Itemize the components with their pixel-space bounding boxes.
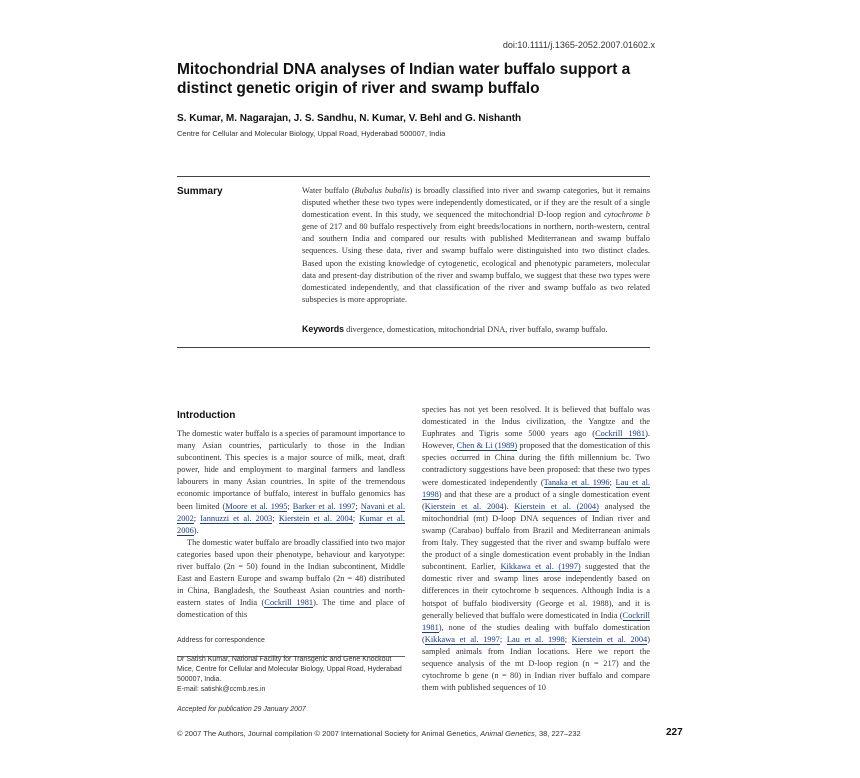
correspondence-text bbox=[177, 655, 405, 695]
ref-link[interactable]: Kumar et al. 2006 bbox=[177, 513, 406, 535]
ref-link[interactable]: Chen & Li (1989) bbox=[456, 441, 518, 451]
summary-text: Water buffalo (Bubalus bubalis) is broadly classified into river and swamp categories, but it remains disputed whether these two types were independently domesticated, or if they are the result of a single domestication event. In this study, we sequenced the mitochondrial D-loop region and cytochrome b gene of 217 and 80 buffalo respectively from eight breeds/locations in northern, north-western, central and southern India and compared our results with published Mediterranean and swamp buffalo sequences. Using these data, river and swamp buffalo were distinguished into two distinct clades. Based upon the existing knowledge of cytogenetic, ecological and phenotypic parameters, molecular data and present-day distribution of the river and swamp buffalo, we suggest that these two types were domesticated independently, and that classification of the river and swamp buffalo as two related subspecies is more appropriate. bbox=[302, 186, 650, 304]
ref-link[interactable]: Iannuzzi et al. 2003 bbox=[200, 513, 273, 523]
ref-link[interactable]: Kierstein et al. (2004) bbox=[514, 501, 599, 511]
keywords: Keywords divergence, domestication, mitochondrial DNA, river buffalo, swamp buffalo. bbox=[302, 324, 608, 334]
ref-link[interactable]: Lau et al. 1998 bbox=[506, 634, 565, 644]
ref-link[interactable]: Kierstein et al. 2004 bbox=[278, 513, 353, 523]
page-number: 227 bbox=[666, 727, 683, 738]
ref-link[interactable]: Kierstein et al. 2004 bbox=[571, 634, 648, 644]
ref-link[interactable]: Barker et al. 1997 bbox=[292, 501, 356, 511]
authors: S. Kumar, M. Nagarajan, J. S. Sandhu, N. Kumar, V. Behl and G. Nishanth bbox=[177, 113, 522, 124]
article-title: Mitochondrial DNA analyses of Indian water buffalo support a distinct genetic origin of river and swamp buffalo bbox=[177, 61, 631, 97]
ref-link[interactable]: Moore et al. 1995 bbox=[225, 501, 288, 511]
introduction-heading: Introduction bbox=[177, 410, 236, 421]
intro-column-left bbox=[177, 428, 405, 622]
correspondence-address: Dr Satish Kumar, National Facility for Transgenic and Gene Knockout Mice, Centre for Cellular and Molecular Biology, Uppal Road, Hyderabad 500007, India. bbox=[177, 656, 402, 683]
intro-paragraph-2: The domestic water buffalo are broadly classified into two major categories based upon their phenotype, behaviour and karyotype: river buffalo (2n = 50) found in the Indian subcontinent, Middle East and Eastern Europe and swamp buffalo (2n = 48) distributed in China, Bangladesh, the Southeast Asian countries and north-eastern states of India (Cockrill 1981). The time and place of domestication of this bbox=[177, 537, 406, 620]
ref-link[interactable]: Kikkawa et al. (1997) bbox=[500, 562, 581, 572]
keywords-label: Keywords bbox=[302, 324, 345, 334]
summary-bottom-rule bbox=[177, 347, 650, 348]
accepted-date: Accepted for publication 29 January 2007 bbox=[177, 706, 306, 713]
ref-link[interactable]: Lau et al. 1998 bbox=[422, 477, 650, 499]
ref-link[interactable]: Kikkawa et al. 1997 bbox=[424, 634, 500, 644]
ref-link[interactable]: Cockrill 1981 bbox=[422, 610, 650, 632]
correspondence-email: E-mail: satishk@ccmb.res.in bbox=[177, 686, 266, 693]
summary-top-rule bbox=[177, 176, 650, 177]
doi: doi:10.1111/j.1365-2052.2007.01602.x bbox=[502, 40, 655, 50]
ref-link[interactable]: Tanaka et al. 1996 bbox=[543, 477, 610, 487]
intro-paragraph-3: species has not yet been resolved. It is believed that buffalo was domesticated in the Indus civilization, the Yangtze and the Euphrates and Tigris some 5000 years ago (Cockrill 1981). However, Chen & Li (1989) proposed that the domestication of this species occurred in China during the fifth millennium bc. Two contradictory suggestions have been proposed: that these two types were domesticated independently (Tanaka et al. 1996; Lau et al. 1998) and that these are a product of a single domestication event (Kierstein et al. 2004). Kierstein et al. (2004) analysed the mitochondrial (mt) D-loop DNA sequences of Indian river and swamp (Carabao) buffalo from Brazil and Mediterranean animals from Italy. They suggested that the river and swamp buffalo were the product of a single domestication event probably in the Indian subcontinent. Earlier, Kikkawa et al. (1997) suggested that the domestic river and swamp lines arose independently based on differences in their cytochrome b sequences. Although India is a hotspot of buffalo biodiversity (George et al. 1988), and it is generally believed that buffalo were domesticated in India (Cockrill 1981), none of the studies dealing with buffalo domestication (Kikkawa et al. 1997; Lau et al. 1998; Kierstein et al. 2004) sampled animals from Indian locations. Here we report the sequence analysis of the mt D-loop region (n = 217) and the cytochrome b gene (n = 80) in Indian river buffalo and compare them with published sequences of 10 bbox=[422, 405, 651, 693]
ref-link[interactable]: Cockrill 1981 bbox=[595, 429, 646, 439]
ref-link[interactable]: Navani et al. 2002 bbox=[177, 501, 406, 523]
intro-column-right bbox=[422, 404, 650, 694]
correspondence-heading: Address for correspondence bbox=[177, 637, 265, 644]
affiliation: Centre for Cellular and Molecular Biology, Uppal Road, Hyderabad 500007, India bbox=[177, 129, 446, 138]
intro-paragraph-1: The domestic water buffalo is a species of paramount importance to many Asian countries, particularly to those in the Indian subcontinent. This species is a major source of milk, meat, draft power, hide and employment to marginal farmers and landless labourers in many Asian countries. In spite of the tremendous economic importance of buffalo, interest in buffalo genomics has been limited (Moore et al. 1995; Barker et al. 1997; Navani et al. 2002; Iannuzzi et al. 2003; Kierstein et al. 2004; Kumar et al. 2006). bbox=[177, 429, 406, 535]
ref-link[interactable]: Cockrill 1981 bbox=[264, 598, 314, 608]
ref-link[interactable]: Kierstein et al. 2004 bbox=[424, 501, 504, 511]
copyright-footer: © 2007 The Authors, Journal compilation © 2007 International Society for Animal Genetics, Animal Genetics, 38, 227–232 bbox=[177, 729, 581, 738]
summary-heading: Summary bbox=[177, 186, 223, 197]
